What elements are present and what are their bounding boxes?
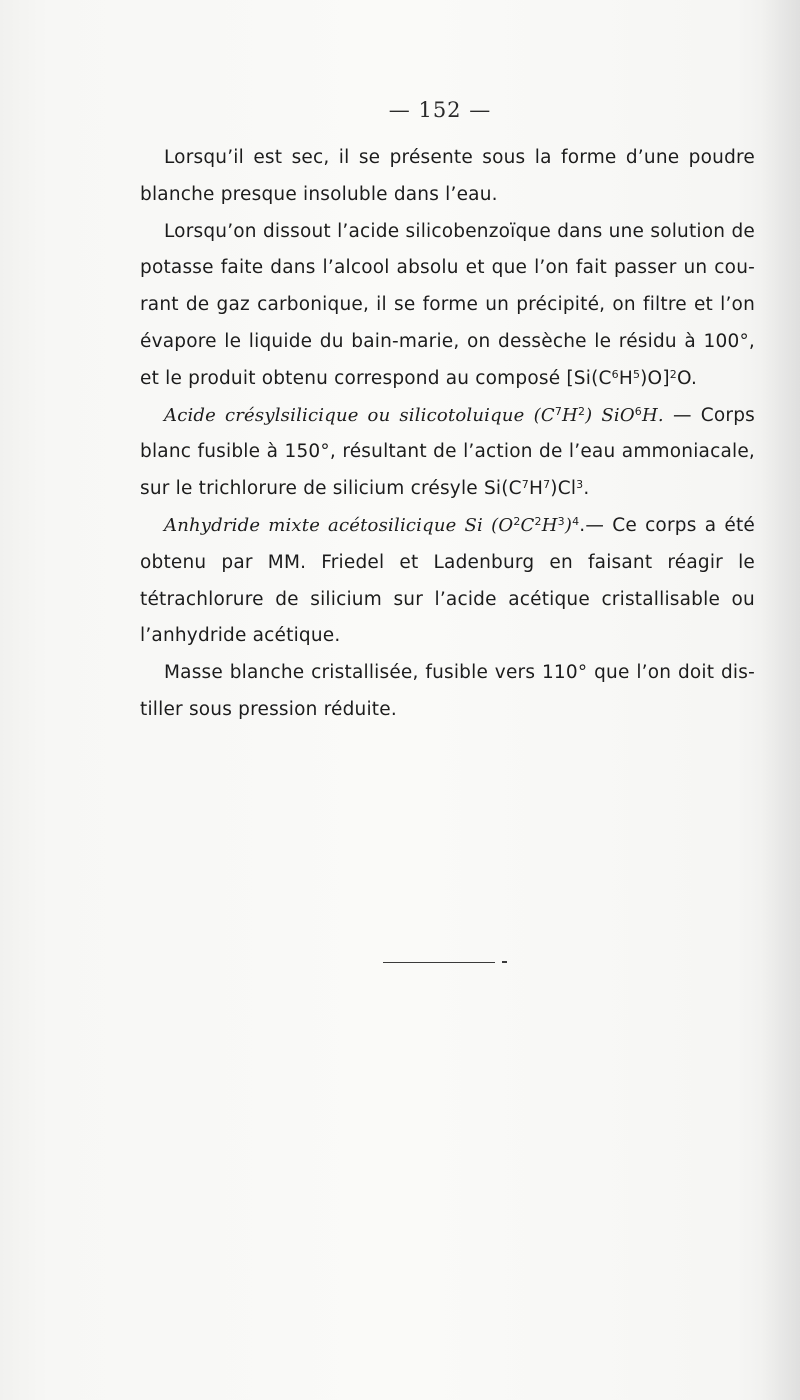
text-line: obtenu par MM. Friedel et Ladenburg en faisant réagir le (140, 551, 755, 573)
body-text (140, 140, 755, 729)
formula-fragment: ) SiO (585, 404, 635, 426)
text-fragment: O. (676, 367, 698, 389)
text-line: blanc fusible à 150°, résultant de l’action de l’eau ammoniacale, (140, 441, 755, 463)
section-title: Acide crésylsilicique ou silicotoluique (164, 404, 525, 426)
subscript: 2 (577, 404, 586, 418)
text-line (140, 361, 755, 398)
text-line: rant de gaz carbonique, il se forme un précipité, on filtre et l’on (140, 294, 755, 316)
formula-fragment: (C (533, 404, 555, 426)
text-fragment: H (528, 478, 544, 500)
page-edge-shadow (760, 0, 800, 1400)
text-line (140, 471, 755, 508)
text-line: l’anhydride acétique. (140, 625, 341, 647)
formula-fragment: H. (642, 404, 664, 426)
text-line: Masse blanche cristallisée, fusible vers 110° que l’on doit dis- (164, 662, 755, 684)
formula-fragment: ) (564, 514, 573, 536)
subscript: 3 (557, 514, 565, 528)
subscript: 7 (554, 404, 563, 418)
text-fragment: . (583, 478, 590, 500)
subscript: 6 (611, 367, 619, 381)
text-line: potasse faite dans l’alcool absolu et que l’on fait passer un cou- (140, 257, 755, 279)
text-fragment: sur le trichlorure de silicium crésyle Si(C (140, 478, 522, 500)
subscript: 2 (534, 514, 542, 528)
formula-fragment: (O (491, 514, 514, 536)
formula-fragment: H (562, 404, 578, 426)
text-line (140, 398, 755, 435)
section-title: Anhydride mixte acétosilicique Si (164, 514, 483, 536)
page-number: — 152 — (388, 98, 492, 122)
text-line: Lorsqu’il est sec, il se présente sous la forme d’une poudre (164, 147, 755, 168)
subscript: 3 (576, 478, 584, 492)
subscript: 7 (543, 478, 551, 492)
subscript: 2 (669, 367, 677, 381)
text-line: tiller sous pression réduite. (140, 698, 397, 720)
subscript: 7 (521, 478, 529, 492)
text-fragment: .— Ce corps a été (579, 514, 755, 536)
formula-fragment: H (541, 514, 558, 536)
text-fragment: — Corps (663, 404, 755, 426)
text-line: tétrachlorure de silicium sur l’acide acétique cristallisable ou (140, 588, 755, 610)
subscript: 6 (634, 404, 642, 418)
subscript: 4 (572, 514, 580, 528)
end-rule (383, 962, 495, 963)
end-rule-mark (502, 961, 507, 963)
text-line: blanche presque insoluble dans l’eau. (140, 183, 498, 205)
text-fragment: H (618, 367, 633, 389)
formula-fragment: C (520, 514, 535, 536)
subscript: 2 (513, 514, 521, 528)
text-fragment: et le produit obtenu correspond au composé [Si(C (140, 367, 612, 389)
subscript: 5 (632, 367, 641, 381)
text-fragment: )Cl (550, 478, 577, 500)
text-line (140, 508, 755, 545)
text-fragment: )O] (640, 367, 670, 389)
text-line: Lorsqu’on dissout l’acide silicobenzoïque dans une solution de (164, 220, 755, 242)
text-line: évapore le liquide du bain-marie, on dessèche le résidu à 100°, (140, 330, 755, 352)
